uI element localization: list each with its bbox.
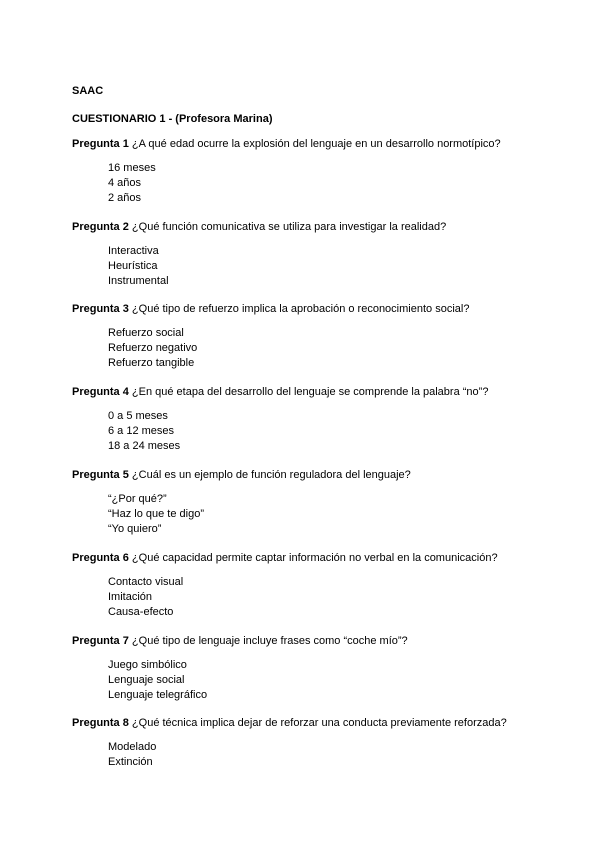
question-text: ¿Cuál es un ejemplo de función reguladora del lenguaje? <box>131 469 411 481</box>
answer-option: Juego simbólico <box>108 659 187 671</box>
answer-option: Imitación <box>108 591 153 603</box>
question-label: Pregunta 4 <box>72 386 129 398</box>
question-6 <box>72 551 572 620</box>
question-text: ¿Qué capacidad permite captar información no verbal en la comunicación? <box>131 552 498 564</box>
answer-options <box>108 244 572 289</box>
question-text: ¿A qué edad ocurre la explosión del lenguaje en un desarrollo normotípico? <box>131 138 501 150</box>
questionnaire-title: CUESTIONARIO 1 - (Profesora Marina) <box>72 113 273 125</box>
question-text: ¿Qué técnica implica dejar de reforzar una conducta previamente reforzada? <box>131 717 507 729</box>
answer-option: Refuerzo tangible <box>108 357 195 369</box>
answer-option: Causa-efecto <box>108 606 174 618</box>
question-text: ¿En qué etapa del desarrollo del lenguaje se comprende la palabra “no”? <box>131 386 489 398</box>
answer-option: “¿Por qué?” <box>108 493 167 505</box>
question-7 <box>72 634 572 703</box>
answer-option: Refuerzo social <box>108 327 184 339</box>
question-label: Pregunta 5 <box>72 469 129 481</box>
answer-option: Lenguaje telegráfico <box>108 689 208 701</box>
answer-options <box>108 409 572 454</box>
answer-option: Modelado <box>108 741 157 753</box>
question-label: Pregunta 1 <box>72 138 129 150</box>
answer-option: 4 años <box>108 177 142 189</box>
question-text: ¿Qué tipo de refuerzo implica la aprobación o reconocimiento social? <box>131 303 470 315</box>
question-3 <box>72 302 572 371</box>
answer-option: Interactiva <box>108 245 159 257</box>
question-2 <box>72 220 572 289</box>
answer-option: 6 a 12 meses <box>108 425 175 437</box>
answer-option: 0 a 5 meses <box>108 410 168 422</box>
answer-option: Contacto visual <box>108 576 184 588</box>
question-4 <box>72 385 572 454</box>
question-text: ¿Qué función comunicativa se utiliza para investigar la realidad? <box>131 221 447 233</box>
answer-options <box>108 658 572 703</box>
answer-options <box>108 740 572 770</box>
answer-options <box>108 492 572 537</box>
question-label: Pregunta 2 <box>72 221 129 233</box>
question-label: Pregunta 3 <box>72 303 129 315</box>
document-title: SAAC <box>72 85 104 97</box>
answer-option: 2 años <box>108 192 142 204</box>
question-label: Pregunta 8 <box>72 717 129 729</box>
answer-options <box>108 326 572 371</box>
answer-option: Refuerzo negativo <box>108 342 198 354</box>
answer-option: “Haz lo que te digo” <box>108 508 204 520</box>
question-8 <box>72 716 572 770</box>
answer-option: Lenguaje social <box>108 674 185 686</box>
question-5 <box>72 468 572 537</box>
question-label: Pregunta 7 <box>72 635 129 647</box>
answer-option: Instrumental <box>108 275 169 287</box>
answer-option: Heurística <box>108 260 158 272</box>
answer-option: Extinción <box>108 756 153 768</box>
answer-option: “Yo quiero” <box>108 523 162 535</box>
answer-options <box>108 161 572 206</box>
answer-option: 18 a 24 meses <box>108 440 181 452</box>
question-text: ¿Qué tipo de lenguaje incluye frases como “coche mío”? <box>131 635 408 647</box>
answer-options <box>108 575 572 620</box>
answer-option: 16 meses <box>108 162 156 174</box>
question-1 <box>72 137 572 206</box>
question-label: Pregunta 6 <box>72 552 129 564</box>
